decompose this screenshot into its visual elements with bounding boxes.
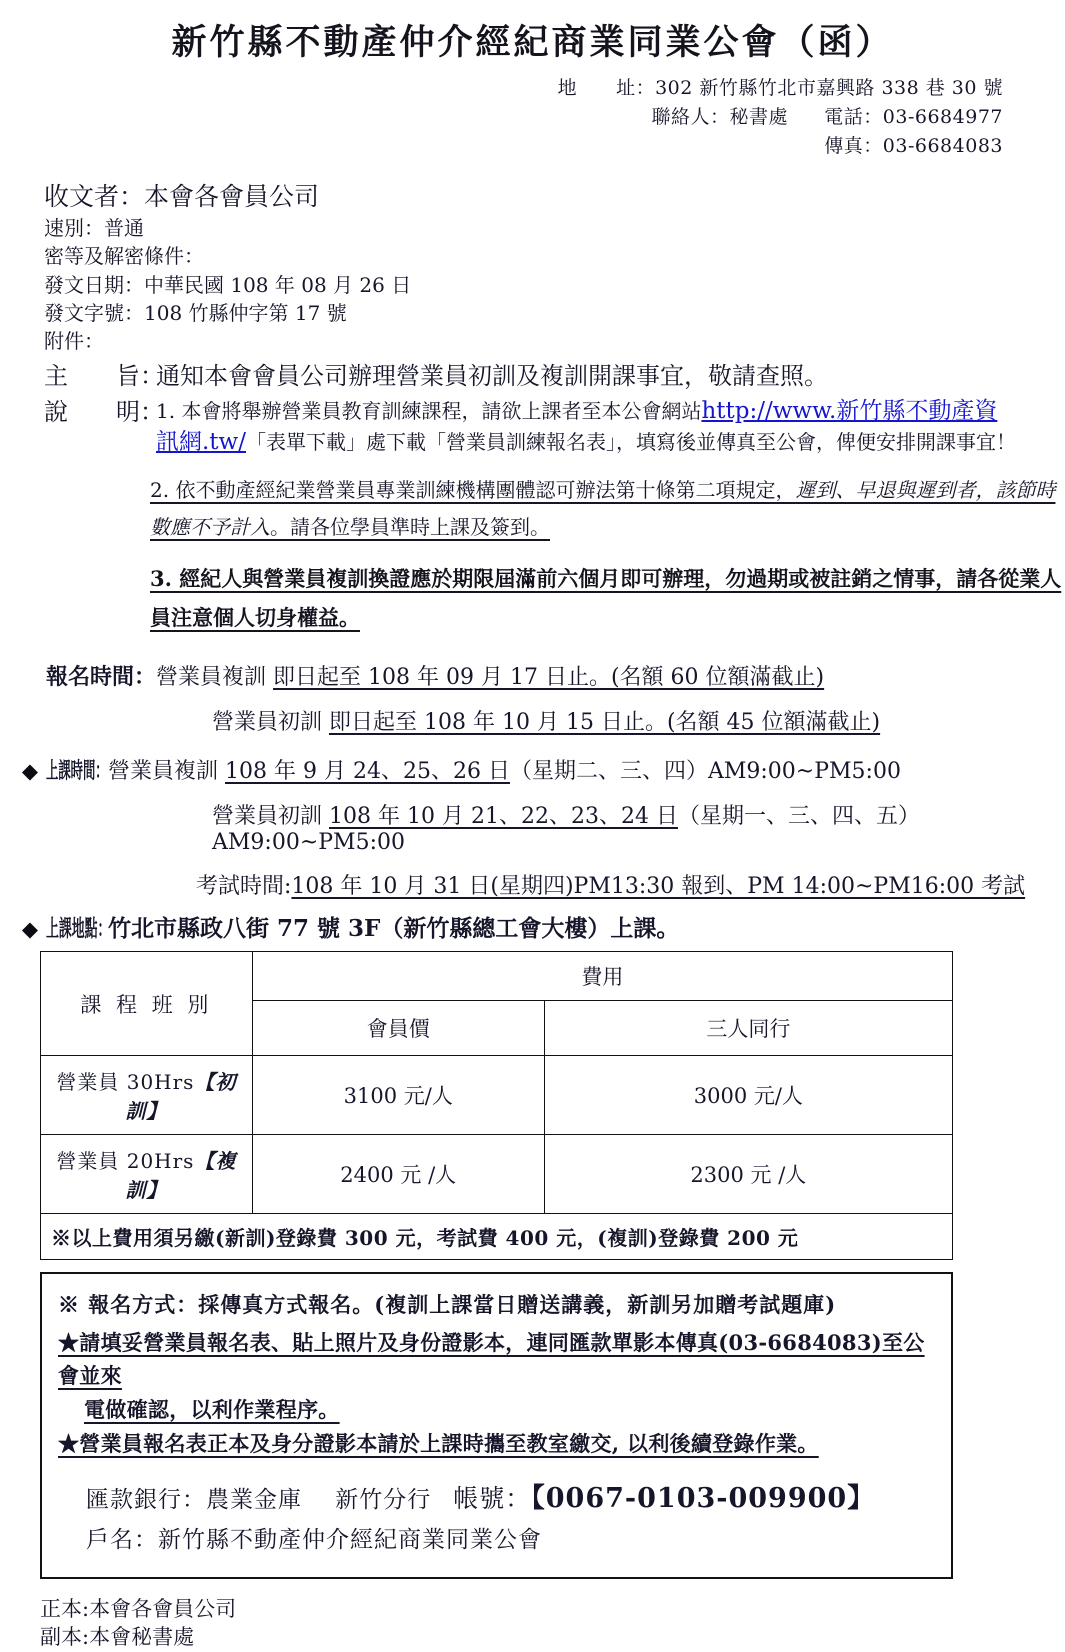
class-time-row-2 xyxy=(0,799,1065,855)
registration-initial-row xyxy=(212,705,1065,736)
distribution-footer xyxy=(40,1595,1065,1652)
item1-post-text: 「表單下載」處下載「營業員訓練報名表」，填寫後並傳真至公會，俾便安排開課事宜！ xyxy=(246,430,1016,455)
attachment-line: 附件： xyxy=(44,329,104,354)
registration-requirement-line-1b xyxy=(58,1393,937,1428)
registration-time-label: 報名時間： xyxy=(46,664,157,690)
fee-row-1-group-price: 3000 元/人 xyxy=(544,1056,952,1135)
fee-row-2-name xyxy=(41,1135,253,1214)
class-time-retrain-date: 108 年 9 月 24、25、26 日 xyxy=(225,759,510,784)
fee-row-2-name-tag: 【複訓】 xyxy=(125,1149,237,1202)
fax-value: 03-6684083 xyxy=(882,134,1003,157)
footer-original-copy: 正本:本會各會員公司 xyxy=(40,1596,237,1621)
exam-time-label: 考試時間: xyxy=(196,874,292,899)
exam-time-content xyxy=(196,869,1065,900)
table-row xyxy=(41,1135,953,1214)
footer-duplicate-copy: 副本:本會秘書處 xyxy=(40,1625,195,1650)
registration-time-row-2 xyxy=(0,705,1065,736)
address-value: 302 新竹縣竹北市嘉興路 338 巷 30 號 xyxy=(655,77,1003,99)
page-title: 新竹縣不動產仲介經紀商業同業公會（函） xyxy=(171,22,894,63)
class-place-value: 竹北市縣政八街 77 號 3F（新竹縣總工會大樓）上課。 xyxy=(108,915,680,942)
class-time-initial-name: 營業員初訓 xyxy=(212,804,323,829)
address-label: 地 址： xyxy=(557,77,656,99)
class-place-row xyxy=(0,910,1065,943)
registration-bullet-spacer xyxy=(0,665,46,689)
association-website-link-cont[interactable]: 訊網.tw/ xyxy=(156,429,246,456)
address-line xyxy=(0,74,1003,103)
issue-date-line: 發文日期：中華民國 108 年 08 月 26 日 xyxy=(44,272,412,297)
class-time-retrain-name: 營業員複訓 xyxy=(108,759,219,784)
diamond-icon-2: ◆ xyxy=(21,917,38,941)
exam-time-row xyxy=(0,869,1065,900)
phone-label: 電話： xyxy=(824,105,883,128)
registration-method-line: ※ 報名方式：採傳真方式報名。(複訓上課當日贈送講義，新訓另加贈考試題庫) xyxy=(58,1292,837,1317)
fee-table-course-header: 課 程 班 別 xyxy=(41,952,253,1056)
account-number: 【0067-0103-009900】 xyxy=(531,1482,876,1514)
bank-label: 匯款銀行： xyxy=(86,1486,206,1513)
contact-phone-line xyxy=(0,103,1003,132)
fee-table xyxy=(40,951,953,1260)
exam-time-value: 108 年 10 月 31 日(星期四)PM13:30 報到、PM 14:00~PM16:00 考試 xyxy=(291,874,1026,899)
table-row xyxy=(41,1214,953,1260)
fee-table-note: ※以上費用須另繳(新訓)登錄費 300 元，考試費 400 元，(複訓)登錄費 200 元 xyxy=(41,1214,953,1260)
description-item-2 xyxy=(150,472,1065,546)
class-time-retrain-rest: （星期二、三、四）AM9:00~PM5:00 xyxy=(509,759,901,784)
document-page xyxy=(0,22,1065,1650)
registration-requirement-line-2: ★營業員報名表正本及身分證影本請於上課時攜至教室繳交, 以利後續登錄作業。 xyxy=(58,1431,819,1457)
association-website-link[interactable]: http://www.新竹縣不動產資 xyxy=(701,398,998,425)
fee-row-2-group-price: 2300 元 /人 xyxy=(544,1135,952,1214)
fee-row-2-name-prefix: 營業員 20Hrs xyxy=(56,1149,195,1173)
registration-initial-value: 即日起至 108 年 10 月 15 日止。(名額 45 位額滿截止) xyxy=(329,710,881,735)
registration-initial-name: 營業員初訓 xyxy=(212,710,323,735)
description-item-3: 3. 經紀人與營業員複訓換證應於期限屆滿前六個月即可辦理，勿過期或被註銷之情事，請各從業人員注意個人切身權益。 xyxy=(150,566,1062,631)
bank-transfer-line xyxy=(58,1477,937,1520)
subject-row xyxy=(44,360,1065,392)
class-time-initial-date: 108 年 10 月 21、22、23、24 日 xyxy=(329,804,678,829)
registration-retrain-value: 即日起至 108 年 09 月 17 日止。(名額 60 位額滿截止) xyxy=(273,665,825,690)
fee-row-1-member-price: 3100 元/人 xyxy=(252,1056,544,1135)
description-label: 說 明： xyxy=(44,398,164,427)
holder-name: 新竹縣不動產仲介經紀商業同業公會 xyxy=(158,1527,542,1554)
class-time-label: 上課時間： xyxy=(46,758,108,784)
account-label: 帳號： xyxy=(453,1483,532,1513)
subject-text: 通知本會會員公司辦理營業員初訓及複訓開課事宜，敬請查照。 xyxy=(156,361,828,390)
class-time-retrain-row xyxy=(108,754,1065,785)
registration-requirement-line-1: ★請填妥營業員報名表、貼上照片及身份證影本，連同匯款單影本傳真(03-6684083)至公會並來 xyxy=(58,1329,925,1389)
fee-table-group-header: 三人同行 xyxy=(544,1001,952,1056)
class-time-initial-rest: （星期一、三、四、五）AM9:00~PM5:00 xyxy=(212,804,920,855)
fee-row-1-name xyxy=(41,1056,253,1135)
subject-label: 主 旨： xyxy=(44,361,164,390)
document-meta-block xyxy=(44,181,1065,356)
bank-branch: 新竹分行 xyxy=(335,1486,432,1513)
fax-label: 傳真： xyxy=(824,134,883,157)
table-row xyxy=(41,952,953,1001)
doc-number-line: 發文字號：108 竹縣仲字第 17 號 xyxy=(44,301,347,326)
description-item-1 xyxy=(156,396,1065,458)
exam-bullet-spacer xyxy=(0,874,46,898)
table-row xyxy=(41,1056,953,1135)
bank-name: 農業金庫 xyxy=(206,1486,302,1513)
header-contact-block xyxy=(0,74,1065,161)
holder-label: 戶名： xyxy=(86,1527,158,1554)
recipient-line: 收文者：本會各會員公司 xyxy=(44,181,320,211)
registration-info-box xyxy=(40,1272,953,1579)
item2-italic-emphasis: 遲到、早退與遲到者，該節時數應不予計入 xyxy=(150,478,1056,540)
registration-time-row-1 xyxy=(0,660,1065,691)
class-time-bullet-spacer xyxy=(0,804,46,828)
secrecy-line: 密等及解密條件： xyxy=(44,244,204,269)
registration-requirement-line-1b-text: 電做確認，以利作業程序。 xyxy=(84,1396,340,1422)
diamond-icon: ◆ xyxy=(21,759,38,783)
class-time-initial-row xyxy=(212,799,1065,855)
fee-table-fee-header: 費用 xyxy=(252,952,952,1001)
account-holder-line xyxy=(58,1522,937,1559)
class-time-row-1 xyxy=(0,754,1065,785)
registration-bullet-spacer-2 xyxy=(0,710,46,734)
item2-part-a: 2. 依不動產經紀業營業員專業訓練機構團體認可辦法第十條第二項規定， xyxy=(150,478,796,503)
fax-line xyxy=(0,132,1003,161)
fee-row-2-member-price: 2400 元 /人 xyxy=(252,1135,544,1214)
gap-spacer xyxy=(788,106,824,128)
contact-value: 秘書處 xyxy=(729,105,789,128)
class-place-label: 上課地點： xyxy=(46,915,111,942)
item2-part-b: 。請各位學員準時上課及簽到。 xyxy=(270,515,550,540)
fee-row-1-name-tag: 【初訓】 xyxy=(125,1070,237,1123)
registration-retrain-row xyxy=(156,660,1065,691)
fee-table-member-header: 會員價 xyxy=(252,1001,544,1056)
speed-line: 速別：普通 xyxy=(44,215,144,240)
registration-retrain-name: 營業員複訓 xyxy=(156,665,267,690)
description-row xyxy=(44,396,1065,458)
contact-label: 聯絡人： xyxy=(651,105,730,128)
item1-pre-text: 1. 本會將舉辦營業員教育訓練課程，請欲上課者至本公會網站 xyxy=(156,399,702,424)
phone-value: 03-6684977 xyxy=(882,105,1003,128)
fee-row-1-name-prefix: 營業員 30Hrs xyxy=(56,1070,195,1094)
